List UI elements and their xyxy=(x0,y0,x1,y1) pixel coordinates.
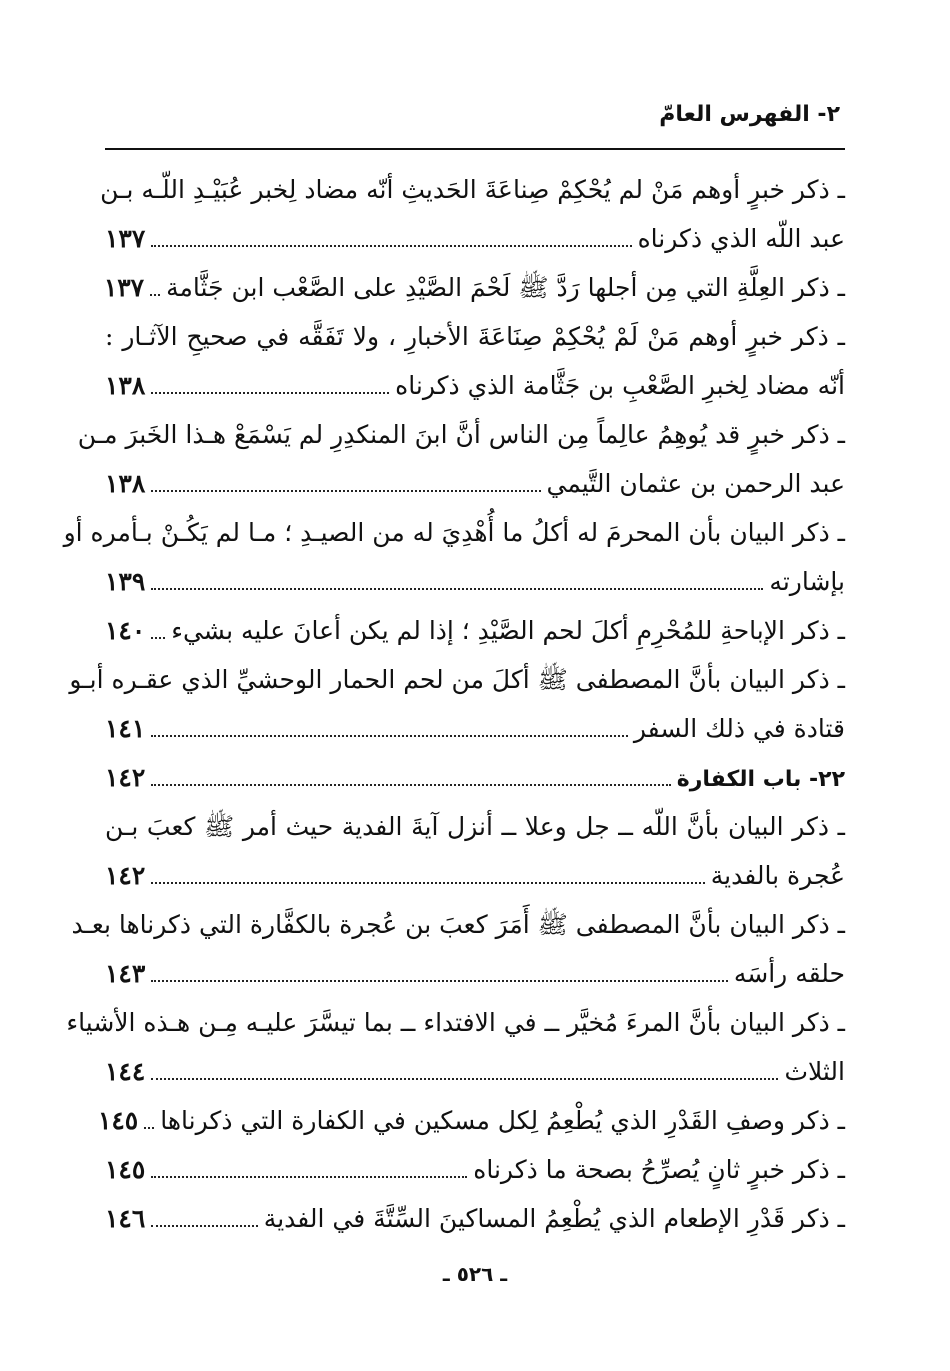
entry-final-line xyxy=(105,1047,845,1096)
entry-text-line: ـ ذكر خبرٍ أوهم مَنْ لم يُحْكِمْ صِناعَةَ الحَديثِ أنّه مضاد لِخبر عُبَيْـدِ اللّـه بـن xyxy=(100,175,845,204)
dot-leader xyxy=(151,574,763,590)
entry-page-number: ١٤٦ xyxy=(105,1204,146,1233)
entry-final-line xyxy=(105,263,845,312)
dot-leader xyxy=(151,1211,258,1227)
entry-final-line xyxy=(105,1145,845,1194)
entry-page-number: ١٤٢ xyxy=(105,861,146,890)
entry-text-line: ـ ذكر البيان بأنَّ المصطفى ﷺ أكلَ من لحم الحمار الوحشيِّ الذي عقـره أبـو xyxy=(69,665,845,694)
entry-text-line: ـ ذكر خبرٍ قد يُوهِمُ عالِماً مِن الناس أنَّ ابنَ المنكدِرِ لم يَسْمَعْ هـذا الخَبرَ مـن xyxy=(77,420,845,449)
header-rule xyxy=(105,148,845,150)
entry-text: عبد الرحمن بن عثمان التَّيمي xyxy=(546,469,845,498)
dot-leader xyxy=(151,231,631,247)
entry-text: ـ ذكر خبرٍ ثانٍ يُصرِّحُ بصحة ما ذكرناه xyxy=(473,1155,845,1184)
entry-final-line xyxy=(105,851,845,900)
dot-leader xyxy=(151,476,540,492)
entry-page-number: ١٤٥ xyxy=(105,1155,146,1184)
entry-text: قتادة في ذلك السفر xyxy=(633,714,845,743)
entry-page-number: ١٤٣ xyxy=(105,959,146,988)
entry-text-line: ـ ذكر البيان بأنَّ اللّه ــ جل وعلا ــ أنزل آيةَ الفدية حيث أمر ﷺ كعبَ بـن xyxy=(105,812,845,841)
entry-final-line xyxy=(105,606,845,655)
index-entries xyxy=(63,165,845,1243)
dot-leader xyxy=(151,770,670,786)
dot-leader xyxy=(151,378,389,394)
entry-page-number: ١٤٤ xyxy=(105,1057,146,1086)
dot-leader xyxy=(151,1162,467,1178)
entry-page-number: ١٣٩ xyxy=(105,567,146,596)
section-title: ٢٢- باب الكفارة xyxy=(676,767,845,792)
entry-page-number: ١٤٠ xyxy=(105,616,146,645)
entry-text-line: ـ ذكر البيان بأن المحرمَ له أكلُ ما أُهْدِيَ له من الصيـدِ ؛ مـا لم يَكُـنْ بـأمره أو xyxy=(63,518,845,547)
entry-page-number: ١٤٥ xyxy=(97,1106,139,1135)
entry-final-line xyxy=(97,1096,845,1145)
entry-page-number: ١٣٧ xyxy=(103,273,145,302)
entry-text-line: ـ ذكر خبرٍ أوهم مَنْ لَمْ يُحْكِمْ صِنَاعَةَ الأخبارِ ، ولا تَفَقَّه في صحيحِ الآثـار : xyxy=(105,322,845,351)
dot-leader xyxy=(150,280,160,296)
entry-final-line xyxy=(105,214,845,263)
dot-leader xyxy=(151,623,165,639)
entry-text-line: ـ ذكر البيان بأنَّ المرءَ مُخيَّر ــ في الافتداء ــ بما تيسَّرَ عليـه مِـن هـذه الأشياء xyxy=(66,1008,845,1037)
entry-final-line xyxy=(105,557,845,606)
entry-final-line xyxy=(105,1194,845,1243)
entry-page-number: ١٣٨ xyxy=(105,371,146,400)
entry-text: حلقه رأسَه xyxy=(733,959,845,988)
dot-leader xyxy=(144,1113,154,1129)
entry-page-number: ١٤١ xyxy=(105,714,146,743)
entry-text: ـ ذكر وصفِ القَدْرِ الذي يُطْعِمُ لِكل مسكين في الكفارة التي ذكرناها xyxy=(160,1106,845,1135)
entry-text-line: ـ ذكر البيان بأنَّ المصطفى ﷺ أَمَرَ كعبَ بن عُجرة بالكفَّارة التي ذكرناها بعـد xyxy=(71,910,845,939)
entry-text: ـ ذكر العِلَّةِ التي مِن أجلها رَدَّ ﷺ لَحْمَ الصَّيْدِ على الصَّعْب ابن جَثَّامة xyxy=(166,273,845,302)
entry-page-number: ١٣٧ xyxy=(105,224,146,253)
entry-page-number: ١٣٨ xyxy=(105,469,146,498)
entry-text: ـ ذكر الإباحةِ للمُحْرِمِ أكلَ لحم الصَّيْدِ ؛ إذا لم يكن أعانَ عليه بشيء xyxy=(171,616,845,645)
entry-text: الثلاث xyxy=(784,1057,845,1086)
dot-leader xyxy=(151,721,628,737)
entry-text: عُجرة بالفدية xyxy=(710,861,845,890)
section-heading-row xyxy=(105,753,845,802)
entry-final-line xyxy=(105,459,845,508)
entry-final-line xyxy=(105,704,845,753)
entry-final-line xyxy=(105,361,845,410)
page-number: ـ ٥٢٦ ـ xyxy=(442,1262,508,1286)
dot-leader xyxy=(151,868,704,884)
dot-leader xyxy=(151,1064,778,1080)
entry-text: بإشارته xyxy=(769,567,845,596)
entry-final-line xyxy=(105,949,845,998)
running-header: ٢- الفهرس العامّ xyxy=(659,102,840,127)
entry-text: عبد اللّه الذي ذكرناه xyxy=(637,224,845,253)
entry-text: ـ ذكر قَدْرِ الإطعام الذي يُطْعِمُ المساكينَ السِّتَّةَ في الفدية xyxy=(263,1204,845,1233)
entry-page-number: ١٤٢ xyxy=(105,763,146,792)
entry-text: أنّه مضاد لِخبرِ الصَّعْبِ بن جَثَّامة الذي ذكرناه xyxy=(395,371,845,400)
dot-leader xyxy=(151,966,728,982)
